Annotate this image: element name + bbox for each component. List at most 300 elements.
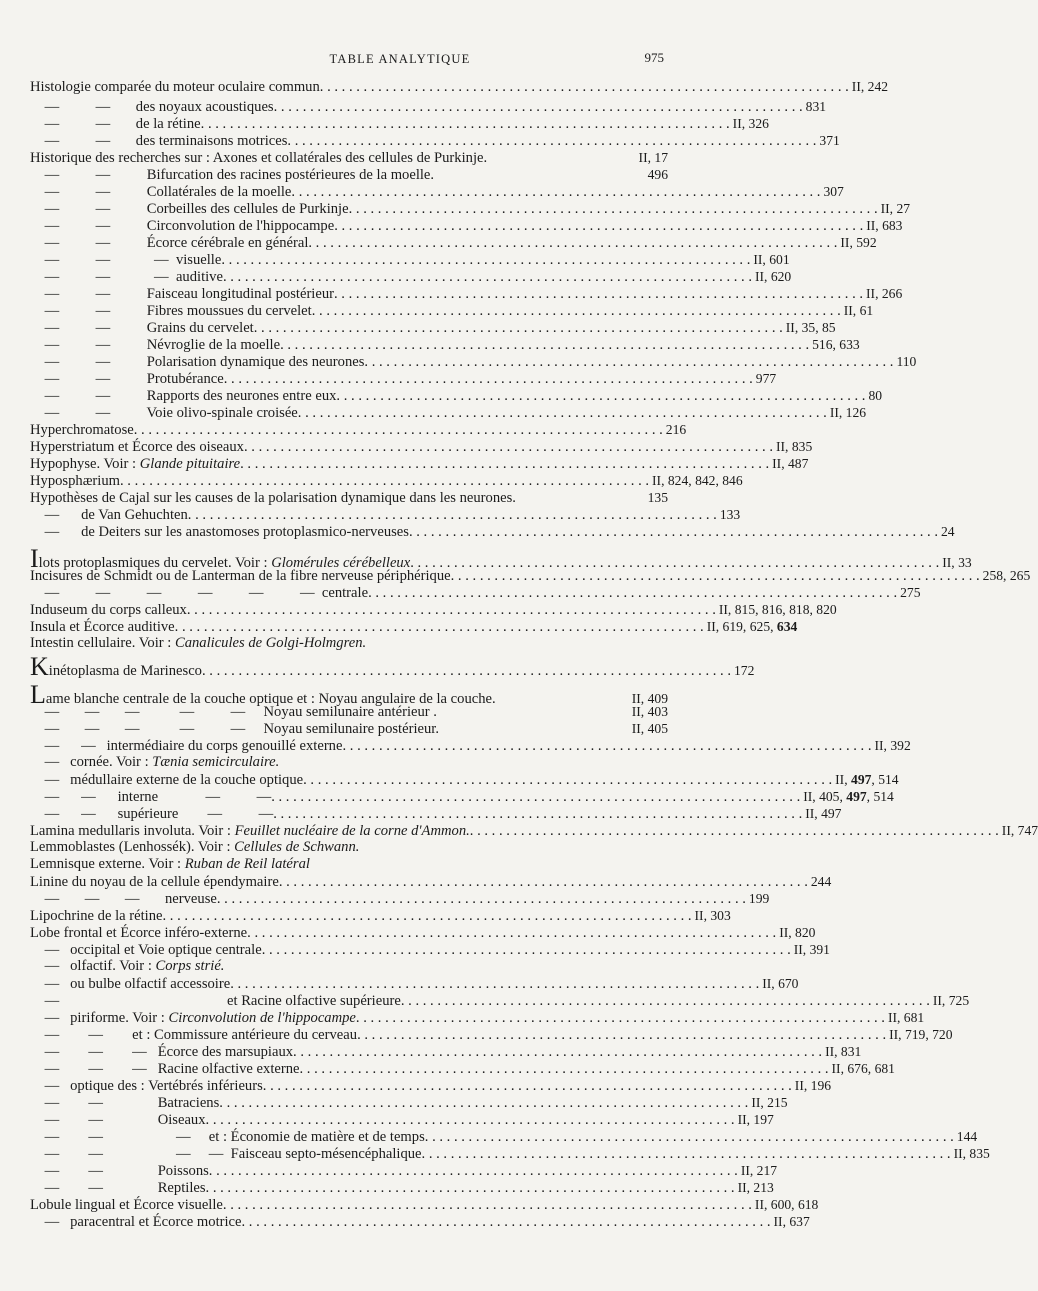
page-reference xyxy=(752,1196,818,1213)
page-ref-part: 831 xyxy=(805,99,827,114)
entry-text xyxy=(30,789,271,806)
entry-text-part: — — interne — — xyxy=(30,789,272,805)
entry-text xyxy=(30,269,223,286)
dot-leader xyxy=(409,524,938,541)
page-reference xyxy=(776,924,815,941)
entry-text-part: — optique des : Vertébrés inférieurs xyxy=(30,1078,263,1094)
entry-text xyxy=(30,201,349,218)
entry-text-part: — — supérieure — — xyxy=(30,806,274,822)
entry-text xyxy=(30,942,262,959)
page-ref-part: 216 xyxy=(665,422,687,437)
page-ref-part: II, 747 xyxy=(1001,823,1038,838)
page-reference xyxy=(731,662,754,679)
page-ref-part: II, 61 xyxy=(843,303,874,318)
entry-crossref: Corps strié. xyxy=(155,958,225,974)
page-ref-part: II, 619, 625, xyxy=(706,619,777,634)
page-reference xyxy=(753,370,776,387)
page-ref-part: II, 405 xyxy=(631,721,668,736)
index-entry xyxy=(30,1128,978,1145)
entry-text-part: — — — — — Noyau semilunaire postérieur. xyxy=(30,721,439,737)
page-ref-part: 80 xyxy=(868,388,883,403)
index-entry xyxy=(30,78,889,95)
index-entry xyxy=(30,438,813,455)
page-reference xyxy=(746,890,769,907)
page-ref-part: 135 xyxy=(647,490,668,505)
index-entry xyxy=(30,1162,778,1179)
page-reference xyxy=(832,771,898,788)
page-ref-part: 172 xyxy=(734,663,755,678)
index-entry xyxy=(30,992,970,1009)
page-reference xyxy=(717,506,740,523)
entry-text xyxy=(30,252,221,269)
index-entry xyxy=(30,251,790,268)
page-ref-part: 275 xyxy=(900,585,921,600)
index-entry xyxy=(30,234,877,251)
index-entry xyxy=(30,1094,788,1111)
index-entry xyxy=(30,149,668,166)
entry-text-part: — — — visuelle xyxy=(30,252,222,268)
page-ref-part: II, 620 xyxy=(754,269,792,284)
index-entry xyxy=(30,353,917,370)
index-entry xyxy=(30,1043,862,1060)
dot-leader xyxy=(221,252,750,269)
page-ref-part: II, 831 xyxy=(825,1044,862,1059)
entry-text-part: — — Rapports des neurones entre eux xyxy=(30,388,337,404)
entry-text xyxy=(30,218,334,235)
page-ref-part: 244 xyxy=(810,874,832,889)
entry-text-part: ame blanche centrale de la couche optique et : Noyau angulaire de la couche. xyxy=(45,691,496,707)
index-entry xyxy=(30,924,816,941)
entry-text xyxy=(30,1044,293,1061)
entry-text-part: — — et : Commissure antérieure du cerveau xyxy=(30,1027,358,1043)
entry-text-part: — paracentral et Écorce motrice xyxy=(30,1214,242,1230)
page-ref-part: II, 17 xyxy=(638,150,668,165)
entry-text-part: — médullaire externe de la couche optique xyxy=(30,772,304,788)
index-entry xyxy=(30,652,755,681)
page-ref-part: II, 637 xyxy=(773,1214,810,1229)
page-reference xyxy=(863,285,902,302)
entry-text xyxy=(30,286,334,303)
page-ref-part: 144 xyxy=(956,1129,978,1144)
entry-text-part: Histologie comparée du moteur oculaire commun xyxy=(30,79,320,95)
dot-leader xyxy=(244,439,773,456)
entry-text-part: — — Bifurcation des racines postérieures de la moelle. xyxy=(30,167,435,183)
index-entry xyxy=(30,98,827,115)
page-ref-part: II, 681 xyxy=(887,1010,925,1025)
letter-initial: I xyxy=(30,544,39,573)
entry-text-part: — — Poissons xyxy=(30,1163,209,1179)
page-ref-part: II, 409 xyxy=(631,691,668,706)
dot-leader xyxy=(240,456,769,473)
index-entry xyxy=(30,584,921,601)
entry-text-part: — — des terminaisons motrices xyxy=(30,133,288,149)
entry-text-part: — piriforme. Voir : xyxy=(30,1010,169,1026)
entry-text xyxy=(30,806,273,823)
index-entry xyxy=(30,873,832,890)
entry-text-part: — — Circonvolution de l'hippocampe xyxy=(30,218,335,234)
page-reference xyxy=(629,720,668,737)
entry-crossref: Feuillet nucléaire de la corne d'Ammon. xyxy=(234,823,470,839)
index-entry xyxy=(30,1060,895,1077)
entry-text-part: — — Collatérales de la moelle xyxy=(30,184,292,200)
entry-text-part: — de Van Gehuchten xyxy=(30,507,188,523)
entry-text xyxy=(30,976,230,993)
entry-text xyxy=(30,704,437,721)
index-entry xyxy=(30,771,899,788)
page-ref-part: II, 592 xyxy=(840,235,877,250)
entry-text-part: — — Corbeilles des cellules de Purkinje xyxy=(30,201,349,217)
index-entry xyxy=(30,404,867,421)
page-reference xyxy=(800,788,894,805)
index-entry xyxy=(30,788,894,805)
entry-text xyxy=(30,721,439,738)
index-entry xyxy=(30,472,743,489)
page-reference xyxy=(692,907,731,924)
entry-text xyxy=(30,958,224,975)
dot-leader xyxy=(206,1112,735,1129)
entry-crossref: Circonvolution de l'hippocampe xyxy=(168,1010,356,1026)
letter-initial: L xyxy=(30,680,46,709)
page-reference xyxy=(771,1213,810,1230)
entry-text xyxy=(30,150,487,167)
page-ref-part: II, 392 xyxy=(874,738,911,753)
running-title: TABLE ANALYTIQUE xyxy=(329,52,471,66)
page-ref-part: II, 217 xyxy=(740,1163,778,1178)
entry-text-part: Hypophyse. Voir : xyxy=(30,456,140,472)
entry-text xyxy=(30,405,298,422)
entry-text xyxy=(30,839,359,856)
entry-text-part: Hyperstriatum et Écorce des oiseaux xyxy=(30,439,244,455)
entry-text-part: — occipital et Voie optique centrale xyxy=(30,942,262,958)
dot-leader xyxy=(230,976,759,993)
entry-text xyxy=(30,568,451,585)
entry-text xyxy=(30,337,280,354)
page-reference xyxy=(885,1009,924,1026)
index-entry xyxy=(30,285,903,302)
entry-text xyxy=(30,524,409,541)
page-reference xyxy=(893,353,916,370)
index-entry xyxy=(30,890,770,907)
entry-text xyxy=(30,99,274,116)
entry-text-part: — — Protubérance xyxy=(30,371,224,387)
page-ref-part: II, 403 xyxy=(631,704,668,719)
entry-crossref: Cellules de Schwann. xyxy=(234,839,360,855)
dot-leader xyxy=(312,303,841,320)
page-reference xyxy=(878,200,910,217)
index-entry xyxy=(30,489,668,506)
entry-text xyxy=(30,1027,357,1044)
entry-text xyxy=(30,856,310,873)
dot-leader xyxy=(308,235,837,252)
page-ref-part: II, 820 xyxy=(779,925,816,940)
page-reference xyxy=(629,703,668,720)
index-entry xyxy=(30,618,798,635)
entry-text-part: inétoplasma de Marinesco xyxy=(48,663,202,679)
page-ref-part: II, 824, 842, 846 xyxy=(652,473,743,488)
page-reference xyxy=(930,992,969,1009)
dot-leader xyxy=(357,1027,886,1044)
entry-text-part: — — — auditive xyxy=(30,269,223,285)
index-entry xyxy=(30,754,668,771)
index-entry xyxy=(30,822,1038,839)
entry-text xyxy=(30,167,434,184)
index-entry xyxy=(30,200,911,217)
dot-leader xyxy=(300,1061,829,1078)
dot-leader xyxy=(422,1146,951,1163)
entry-text xyxy=(30,1061,300,1078)
entry-text-part: — — — — — — centrale xyxy=(30,585,369,601)
index-entry xyxy=(30,1026,953,1043)
page-reference xyxy=(752,268,791,285)
entry-text xyxy=(30,79,320,96)
page-ref-part: II, xyxy=(835,772,852,787)
entry-text-part: lots protoplasmiques du cervelet. Voir : xyxy=(38,555,272,571)
entry-text xyxy=(30,473,120,490)
page-ref-part: II, 391 xyxy=(793,942,830,957)
index-entry xyxy=(30,523,955,540)
entry-crossref: Canalicules de Golgi-Holmgren. xyxy=(174,635,367,651)
page-ref-part: II, 670 xyxy=(762,976,799,991)
entry-text-part: — et Racine olfactive supérieure xyxy=(30,993,401,1009)
entry-text-part: — — — Écorce des marsupiaux xyxy=(30,1044,294,1060)
dot-leader xyxy=(274,99,803,116)
entry-text-part: Hyperchromatose xyxy=(30,422,134,438)
page-reference xyxy=(649,472,743,489)
dot-leader xyxy=(202,663,731,680)
entry-text-part: — — Névroglie de la moelle xyxy=(30,337,281,353)
page-ref-part: II, 215 xyxy=(751,1095,788,1110)
entry-text xyxy=(30,772,303,789)
index-entry xyxy=(30,975,799,992)
page-reference xyxy=(645,489,668,506)
page-ref-part: II, 126 xyxy=(829,405,867,420)
page-reference xyxy=(863,217,902,234)
entry-text xyxy=(30,354,364,371)
index-entry xyxy=(30,635,668,652)
page-ref-part: 977 xyxy=(755,371,777,386)
entry-text xyxy=(30,490,516,507)
dot-leader xyxy=(279,874,808,891)
page-reference xyxy=(865,387,882,404)
index-entry xyxy=(30,132,840,149)
page-ref-part: II, 266 xyxy=(866,286,903,301)
page-ref-part: II, 196 xyxy=(794,1078,832,1093)
dot-leader xyxy=(254,320,783,337)
page-ref-part: 516, 633 xyxy=(812,337,860,352)
dot-leader xyxy=(356,1010,885,1027)
entry-text xyxy=(30,619,175,636)
page-ref-part: II, 835 xyxy=(776,439,813,454)
entry-text-part: — — Faisceau longitudinal postérieur xyxy=(30,286,334,302)
entry-text xyxy=(30,1095,219,1112)
index-entry xyxy=(30,336,860,353)
page-ref-part: II, 835 xyxy=(953,1146,990,1161)
index-entry xyxy=(30,1111,774,1128)
index-entry xyxy=(30,544,972,573)
page-ref-part: 496 xyxy=(647,167,668,182)
index-entry xyxy=(30,805,842,822)
entry-text xyxy=(30,738,342,755)
dot-leader xyxy=(342,738,871,755)
page-reference xyxy=(849,78,888,95)
entry-text xyxy=(30,652,202,681)
entry-text-part: Hyposphærium xyxy=(30,473,120,489)
entry-text xyxy=(30,388,336,405)
entry-text xyxy=(30,1112,206,1129)
index-entry xyxy=(30,601,837,618)
entry-text-part: Linine du noyau de la cellule épendymaire xyxy=(30,874,279,890)
index-entry xyxy=(30,737,911,754)
page-reference xyxy=(897,584,920,601)
dot-leader xyxy=(262,942,791,959)
page-reference xyxy=(735,1111,774,1128)
page-reference xyxy=(954,1128,977,1145)
page-ref-part: 634 xyxy=(776,619,798,634)
dot-leader xyxy=(320,79,849,96)
page-ref-part: II, 487 xyxy=(772,456,809,471)
entry-text xyxy=(30,925,247,942)
letter-initial: K xyxy=(30,652,49,681)
page-reference xyxy=(816,132,839,149)
page-reference xyxy=(663,421,686,438)
entry-text xyxy=(30,754,279,771)
entry-text-part: — — — Racine olfactive externe xyxy=(30,1061,300,1077)
page-reference xyxy=(837,234,876,251)
index-entry xyxy=(30,1009,925,1026)
dot-leader xyxy=(206,1180,735,1197)
dot-leader xyxy=(209,1163,738,1180)
page-reference xyxy=(980,567,1031,584)
entry-text xyxy=(30,1146,422,1163)
dot-leader xyxy=(120,473,649,490)
page-reference xyxy=(645,166,668,183)
dot-leader xyxy=(364,354,893,371)
entry-crossref: Ruban de Reil latéral xyxy=(184,856,310,872)
entry-text xyxy=(30,422,134,439)
dot-leader xyxy=(219,1095,748,1112)
page-reference xyxy=(704,618,798,635)
page-ref-part: II, 600, 618 xyxy=(754,1197,819,1212)
page-ref-part: 497 xyxy=(851,772,872,787)
dot-leader xyxy=(334,286,863,303)
entry-text xyxy=(30,507,188,524)
entry-text-part: — olfactif. Voir : xyxy=(30,958,156,974)
entry-text-part: — — Oiseaux xyxy=(30,1112,206,1128)
index-entry xyxy=(30,958,668,975)
index-entry xyxy=(30,302,874,319)
dot-leader xyxy=(187,602,716,619)
page-ref-part: II, 213 xyxy=(737,1180,774,1195)
index-entry xyxy=(30,455,809,472)
page-reference xyxy=(748,1094,787,1111)
entry-text-part: — — Écorce cérébrale en général xyxy=(30,235,309,251)
page-ref-part: II, 33 xyxy=(942,555,972,570)
entry-text xyxy=(30,1010,356,1027)
entry-text-part: Lemmoblastes (Lenhossék). Voir : xyxy=(30,839,235,855)
page-ref-part: 371 xyxy=(819,133,840,148)
index-entry xyxy=(30,217,903,234)
dot-leader xyxy=(298,405,827,422)
page-ref-part: II, 326 xyxy=(732,116,769,131)
entry-text xyxy=(30,908,163,925)
index-entry xyxy=(30,1179,774,1196)
page-reference xyxy=(872,737,911,754)
page-reference xyxy=(792,1077,831,1094)
page-reference xyxy=(827,404,866,421)
page-reference xyxy=(773,438,812,455)
dot-leader xyxy=(224,371,753,388)
index-entry xyxy=(30,115,769,132)
page-ref-part: 199 xyxy=(748,891,770,906)
entry-text xyxy=(30,891,217,908)
index-entry xyxy=(30,839,668,856)
page-ref-part: 133 xyxy=(719,507,741,522)
entry-text xyxy=(30,874,279,891)
index-entry xyxy=(30,856,668,873)
entry-text xyxy=(30,1129,425,1146)
page-reference xyxy=(735,1179,774,1196)
page-ref-part: II, 497 xyxy=(805,806,842,821)
page-reference xyxy=(820,183,843,200)
page-reference xyxy=(829,1060,895,1077)
index-entry xyxy=(30,941,830,958)
dot-leader xyxy=(223,269,752,286)
dot-leader xyxy=(280,337,809,354)
page-reference xyxy=(716,601,837,618)
entry-text-part: Lobe frontal et Écorce inféro-externe xyxy=(30,925,248,941)
index-entry xyxy=(30,907,731,924)
index-entry xyxy=(30,1145,990,1162)
page-reference xyxy=(808,873,831,890)
entry-text xyxy=(30,235,308,252)
entry-text-part: — — Reptiles xyxy=(30,1180,206,1196)
dot-leader xyxy=(242,1214,771,1231)
page-ref-part: II, 303 xyxy=(694,908,731,923)
entry-text-part: Lamina medullaris involuta. Voir : xyxy=(30,823,235,839)
page-reference xyxy=(841,302,873,319)
page-ref-part: 24 xyxy=(940,524,955,539)
entry-text-part: Lobule lingual et Écorce visuelle xyxy=(30,1197,223,1213)
dot-leader xyxy=(451,568,980,585)
dot-leader xyxy=(349,201,878,218)
entry-crossref: Glande pituitaire xyxy=(139,456,241,472)
dot-leader xyxy=(336,388,865,405)
entry-text xyxy=(30,456,240,473)
dot-leader xyxy=(401,993,930,1010)
entry-text-part: — — Batraciens xyxy=(30,1095,220,1111)
index-entry xyxy=(30,166,668,183)
entry-text-part: — — Grains du cervelet xyxy=(30,320,254,336)
entry-text-part: Incisures de Schmidt ou de Lanterman de la fibre nerveuse périphérique xyxy=(30,568,451,584)
page-ref-part: II, 601 xyxy=(753,252,790,267)
page-ref-part: 258, 265 xyxy=(982,568,1031,583)
index-entry xyxy=(30,1196,819,1213)
entry-text-part: Induseum du corps calleux xyxy=(30,602,187,618)
dot-leader xyxy=(247,925,776,942)
entry-text xyxy=(30,1197,223,1214)
entry-text xyxy=(30,133,287,150)
entry-text xyxy=(30,1214,242,1231)
page-reference xyxy=(769,455,808,472)
entry-text-part: — — de la rétine xyxy=(30,116,201,132)
page-ref-part: 497 xyxy=(846,789,867,804)
entry-text-part: Insula et Écorce auditive xyxy=(30,619,175,635)
page-reference xyxy=(802,805,841,822)
entry-text-part: — — des noyaux acoustiques xyxy=(30,99,274,115)
entry-text-part: — ou bulbe olfactif accessoire xyxy=(30,976,231,992)
page-number: 975 xyxy=(644,50,664,65)
entry-text xyxy=(30,1163,209,1180)
